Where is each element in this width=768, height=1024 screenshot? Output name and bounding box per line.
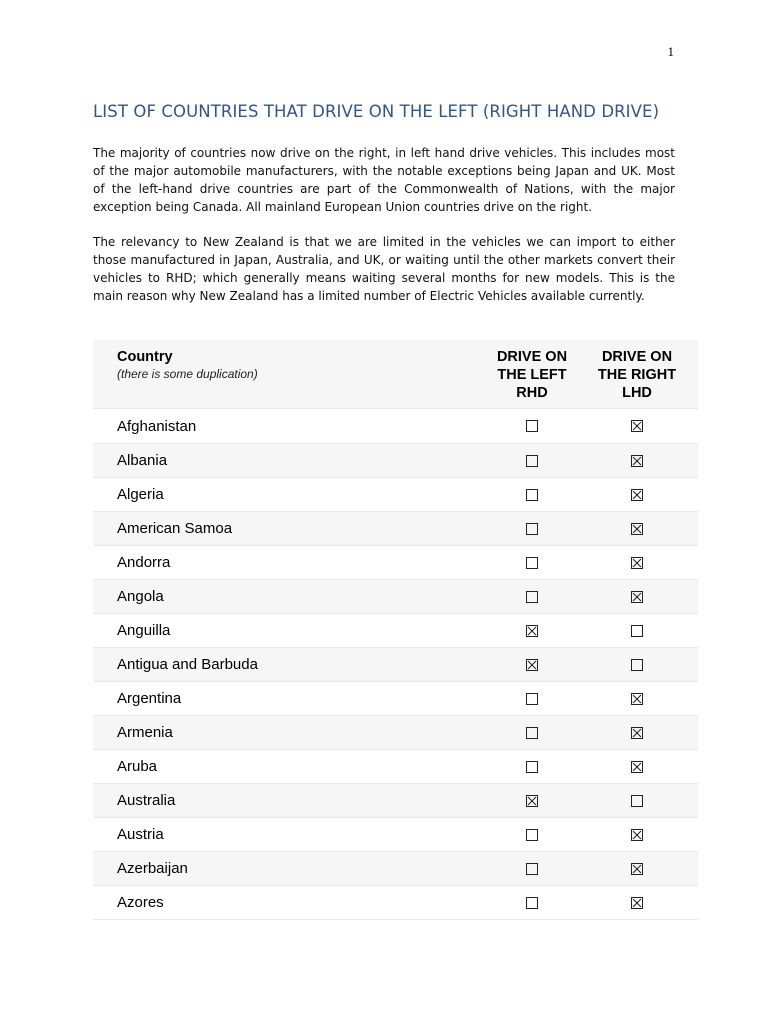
country-header-note: (there is some duplication) [117,367,258,381]
table-row [93,818,698,852]
drive-left-checkbox-unchecked[interactable] [526,897,538,909]
document-title: LIST OF COUNTRIES THAT DRIVE ON THE LEFT (RIGHT HAND DRIVE) [93,102,660,121]
drive-right-checkbox-unchecked[interactable] [631,659,643,671]
drive-left-checkbox-unchecked[interactable] [526,557,538,569]
table-row [93,444,698,478]
country-name: Anguilla [117,622,171,639]
drive-left-checkbox-unchecked[interactable] [526,727,538,739]
drive-left-checkbox-checked[interactable] [526,795,538,807]
country-name: Azerbaijan [117,860,188,877]
drive-left-checkbox-checked[interactable] [526,625,538,637]
drive-left-checkbox-unchecked[interactable] [526,693,538,705]
table-row [93,716,698,750]
drive-left-header-line: DRIVE ON [496,349,568,365]
table-header [93,340,698,409]
page-number: 1 [667,44,674,59]
table-row [93,784,698,818]
drive-right-checkbox-checked[interactable] [631,455,643,467]
drive-side-table [93,340,698,920]
drive-left-column-header [482,348,582,402]
table-row [93,580,698,614]
country-name: Azores [117,894,164,911]
intro-paragraph: The majority of countries now drive on the right, in left hand drive vehicles. This includes most of the major automobile manufacturers, with the notable exceptions being Japan and UK. Most of the left-hand drive countries are part of the Commonwealth of Nations, with the major exception being Canada. All mainland European Union countries drive on the right. [93,146,675,214]
drive-right-checkbox-checked[interactable] [631,420,643,432]
drive-right-checkbox-unchecked[interactable] [631,625,643,637]
drive-left-checkbox-unchecked[interactable] [526,420,538,432]
relevancy-paragraph: The relevancy to New Zealand is that we are limited in the vehicles we can import to either those manufactured in Japan, Australia, and UK, or waiting until the other markets convert their vehicles to RHD; which generally means waiting several months for new models. This is the main reason why New Zealand has a limited number of Electric Vehicles available currently. [93,235,675,303]
drive-left-checkbox-unchecked[interactable] [526,523,538,535]
drive-left-checkbox-unchecked[interactable] [526,863,538,875]
country-name: Argentina [117,690,182,707]
country-name: Andorra [117,554,171,571]
table-row [93,750,698,784]
drive-right-checkbox-unchecked[interactable] [631,795,643,807]
drive-left-checkbox-unchecked[interactable] [526,455,538,467]
country-name: Albania [117,452,168,469]
drive-right-checkbox-checked[interactable] [631,489,643,501]
country-name: Aruba [117,758,158,775]
table-row [93,614,698,648]
drive-left-checkbox-unchecked[interactable] [526,591,538,603]
drive-right-checkbox-checked[interactable] [631,523,643,535]
country-name: Armenia [117,724,173,741]
drive-left-checkbox-unchecked[interactable] [526,489,538,501]
country-name: Australia [117,792,176,809]
table-body [93,409,698,920]
table-row [93,886,698,920]
table-row [93,648,698,682]
drive-left-checkbox-unchecked[interactable] [526,761,538,773]
drive-right-header-line: THE RIGHT [597,367,677,383]
country-name: Afghanistan [117,417,197,435]
country-header-label: Country [117,349,173,365]
drive-right-checkbox-checked[interactable] [631,863,643,875]
drive-right-checkbox-checked[interactable] [631,897,643,909]
drive-right-checkbox-checked[interactable] [631,557,643,569]
drive-left-header-line: RHD [516,385,548,401]
drive-right-checkbox-checked[interactable] [631,761,643,773]
drive-left-checkbox-unchecked[interactable] [526,829,538,841]
country-name: Algeria [117,486,164,503]
drive-right-checkbox-checked[interactable] [631,693,643,705]
country-name: American Samoa [117,520,233,537]
drive-right-header-line: DRIVE ON [601,349,673,365]
table-row [93,852,698,886]
country-column-header [117,349,258,381]
drive-right-checkbox-checked[interactable] [631,591,643,603]
drive-right-column-header [587,348,687,402]
drive-right-checkbox-checked[interactable] [631,829,643,841]
table-row [93,409,698,444]
table-row [93,478,698,512]
country-name: Angola [117,588,164,605]
drive-left-checkbox-checked[interactable] [526,659,538,671]
country-name: Austria [117,826,164,843]
drive-left-header-line: THE LEFT [497,367,567,383]
country-name: Antigua and Barbuda [117,656,258,673]
table-row [93,546,698,580]
drive-right-checkbox-checked[interactable] [631,727,643,739]
drive-right-header-line: LHD [622,385,652,401]
table-row [93,682,698,716]
table-row [93,512,698,546]
